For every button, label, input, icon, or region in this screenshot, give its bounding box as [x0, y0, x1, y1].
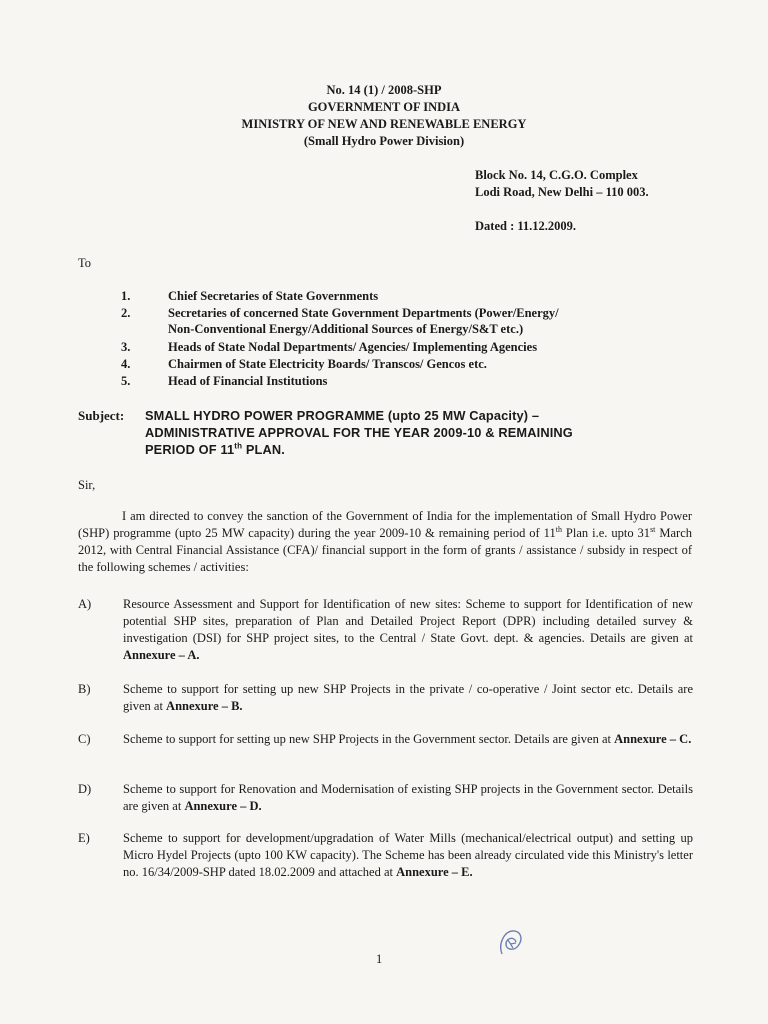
address-line-2: Lodi Road, New Delhi – 110 003. [475, 185, 649, 199]
page-number: 1 [376, 952, 383, 966]
recipient-number: 5. [121, 374, 131, 388]
intro-part-2: Plan i.e. upto 31 [561, 526, 651, 540]
scheme-key: D) [78, 782, 92, 796]
scheme-key: A) [78, 597, 92, 611]
subject-line-3-pre: PERIOD OF 11 [145, 442, 235, 457]
recipient-item [121, 288, 378, 305]
recipient-text: Chief Secretaries of State Governments [168, 289, 379, 303]
subject-line-3-sup: th [234, 441, 243, 451]
intro-paragraph [78, 508, 692, 576]
subject-line-3-post: PLAN. [242, 442, 285, 457]
subject-line-2: ADMINISTRATIVE APPROVAL FOR THE YEAR 2009-10 & REMAINING [145, 425, 573, 440]
recipient-number: 1. [121, 289, 131, 303]
subject-line-3 [145, 441, 665, 458]
recipient-item [121, 356, 487, 373]
subject-line-1: SMALL HYDRO POWER PROGRAMME (upto 25 MW Capacity) – [145, 408, 540, 423]
reference-number: No. 14 (1) / 2008-SHP [326, 83, 442, 97]
recipient-number: 2. [121, 306, 131, 320]
subject-text [145, 407, 665, 458]
annexure-reference: Annexure – A. [123, 648, 200, 662]
scheme-key: B) [78, 682, 91, 696]
recipient-text-continued: Non-Conventional Energy/Additional Sources of Energy/S&T etc.) [168, 322, 524, 336]
annexure-reference: Annexure – C. [614, 732, 692, 746]
annexure-reference: Annexure – D. [184, 799, 262, 813]
to-label: To [78, 256, 92, 270]
intro-part-3: March 2012, with Central Financial Assistance (CFA)/ financial support in the form of grants / assistance / subsidy in respect of the following schemes / activities: [78, 526, 693, 574]
scheme-description: Scheme to support for development/upgradation of Water Mills (mechanical/electrical output) and setting up Micro Hydel Projects (upto 100 KW capacity). The Scheme has been already circulated vide this Ministry's letter no. 16/34/2009-SHP dated 18.02.2009 and attached at [123, 831, 693, 879]
scheme-text [123, 681, 693, 715]
annexure-reference: Annexure – E. [396, 865, 473, 879]
scheme-text [123, 830, 693, 881]
annexure-reference: Annexure – B. [166, 699, 243, 713]
recipient-item [121, 373, 327, 390]
ministry-heading: MINISTRY OF NEW AND RENEWABLE ENERGY [241, 117, 527, 131]
scheme-description: Scheme to support for setting up new SHP Projects in the private / co-operative / Joint sector etc. Details are given at [123, 682, 693, 713]
recipient-text: Secretaries of concerned State Government Departments (Power/Energy/ [168, 306, 559, 320]
recipient-text: Head of Financial Institutions [168, 374, 328, 388]
address-line-1: Block No. 14, C.G.O. Complex [475, 168, 638, 182]
recipient-text: Chairmen of State Electricity Boards/ Transcos/ Gencos etc. [168, 357, 487, 371]
scheme-key: C) [78, 732, 91, 746]
division-heading: (Small Hydro Power Division) [303, 134, 465, 148]
scheme-description: Scheme to support for Renovation and Modernisation of existing SHP projects in the Government sector. Details are given at [123, 782, 693, 813]
recipient-item [121, 305, 559, 336]
scheme-description: Resource Assessment and Support for Identification of new sites: Scheme to support for Identification of new potential SHP sites, preparation of Plan and Detailed Project Report (DPR) including detailed survey & investigation (DSI) for SHP project sites, to the Central / State Govt. dept. & agencies. Details are given at [123, 597, 693, 645]
intro-part-1: I am directed to convey the sanction of the Government of India for the implementation of Small Hydro Power (SHP) programme (upto 25 MW capacity) during the year 2009-10 & remaining period of 11 [78, 509, 692, 540]
recipient-number: 3. [121, 340, 131, 354]
subject-label: Subject: [78, 408, 125, 423]
recipient-item [121, 339, 537, 356]
scheme-text [123, 731, 693, 748]
recipient-text: Heads of State Nodal Departments/ Agencies/ Implementing Agencies [168, 340, 538, 354]
intro-sup-2: st [650, 524, 656, 534]
government-heading: GOVERNMENT OF INDIA [307, 100, 461, 114]
intro-sup-1: th [555, 524, 562, 534]
scheme-text [123, 596, 693, 664]
scheme-text [123, 781, 693, 815]
handwritten-initials-mark [494, 926, 528, 965]
scheme-description: Scheme to support for setting up new SHP Projects in the Government sector. Details are given at [123, 732, 615, 746]
letter-date: Dated : 11.12.2009. [475, 219, 577, 233]
recipient-number: 4. [121, 357, 131, 371]
scheme-key: E) [78, 831, 90, 845]
salutation: Sir, [78, 478, 96, 492]
